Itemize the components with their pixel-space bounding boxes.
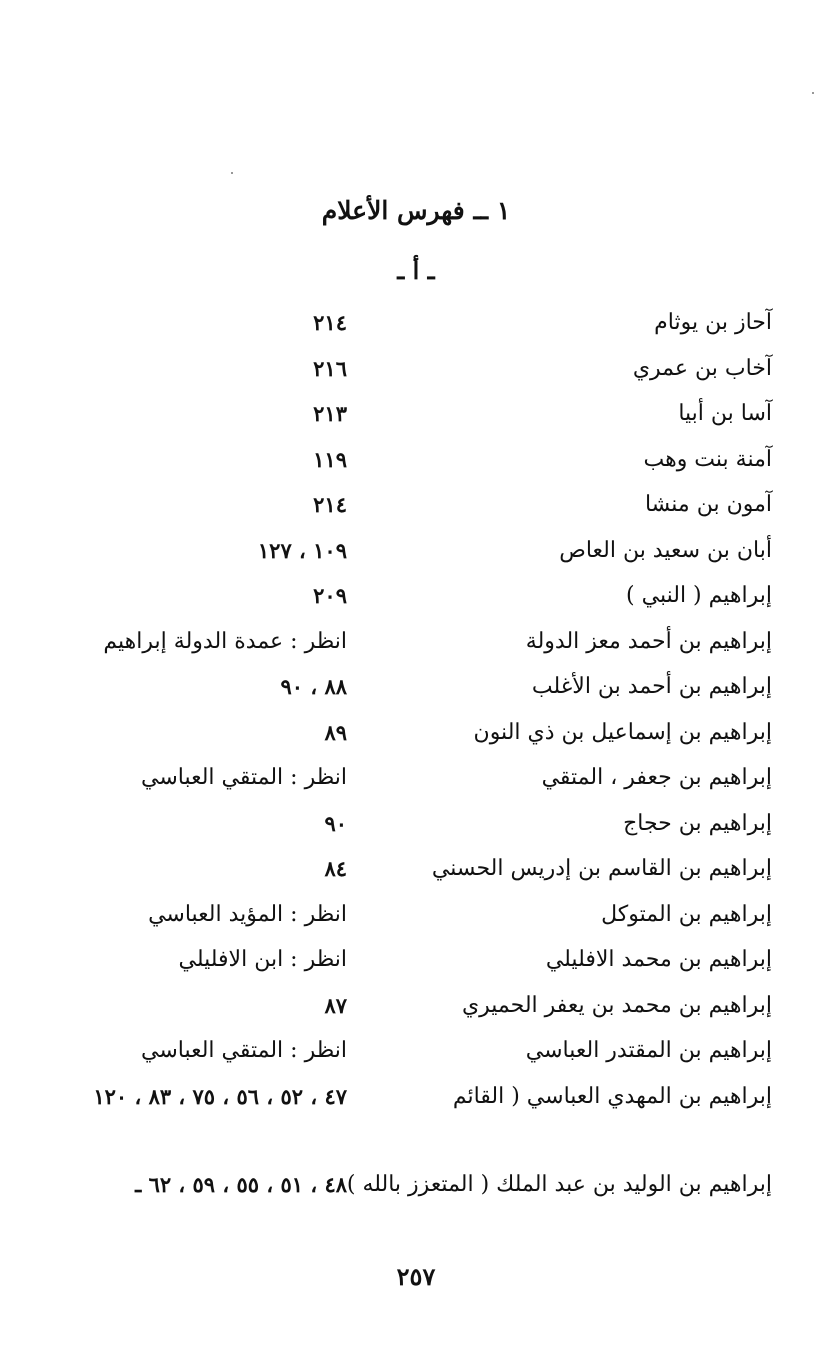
- index-entry: [60, 755, 772, 801]
- entry-name: إبراهيم بن جعفر ، المتقي: [541, 765, 772, 790]
- entry-cross-reference: انظر : عمدة الدولة إبراهيم: [103, 628, 347, 654]
- entry-page-refs: ٢١٤: [313, 310, 347, 335]
- entry-page-refs: ٢١٣: [313, 401, 347, 426]
- index-entry: [60, 1028, 772, 1074]
- entry-name: آحاز بن يوثام: [654, 310, 772, 335]
- entry-name: إبراهيم بن إسماعيل بن ذي النون: [473, 719, 772, 745]
- entry-name: إبراهيم ( النبي ): [626, 583, 772, 608]
- entry-name: إبراهيم بن المتوكل: [601, 901, 772, 927]
- index-entry: [60, 801, 772, 847]
- index-entry: [60, 983, 772, 1029]
- index-entries: [60, 300, 772, 1207]
- entry-page-refs: ٨٨ ، ٩٠: [280, 674, 347, 699]
- entry-page-refs: ٤٧ ، ٥٢ ، ٥٦ ، ٧٥ ، ٨٣ ، ١٢٠: [93, 1083, 347, 1109]
- entry-name: آخاب بن عمري: [632, 355, 772, 381]
- index-entry: [60, 1162, 772, 1208]
- entry-name: آمنة بنت وهب: [643, 446, 772, 472]
- entry-page-refs: ٢١٤: [313, 492, 347, 517]
- entry-page-refs: ٢٠٩: [313, 583, 347, 608]
- entry-page-refs: ١٠٩ ، ١٢٧: [257, 537, 347, 563]
- index-entry: [60, 528, 772, 574]
- index-entry: [60, 300, 772, 346]
- entry-name: إبراهيم بن محمد الافليلي: [545, 947, 772, 972]
- index-entry: [60, 1074, 772, 1162]
- entry-cross-reference: انظر : المتقي العباسي: [141, 1038, 347, 1063]
- entry-page-refs: ٤٨ ، ٥١ ، ٥٥ ، ٥٩ ، ٦٢ ـ: [135, 1171, 347, 1197]
- entry-name: أبان بن سعيد بن العاص: [559, 537, 772, 563]
- page-speck: [812, 92, 814, 94]
- index-entry: [60, 482, 772, 528]
- entry-cross-reference: انظر : ابن الافليلي: [178, 947, 347, 972]
- entry-name: إبراهيم بن أحمد بن الأغلب: [531, 674, 772, 699]
- entry-name: آمون بن منشا: [644, 492, 772, 517]
- entry-page-refs: ٨٧: [324, 992, 347, 1018]
- entry-page-refs: ٨٤: [324, 856, 347, 881]
- entry-cross-reference: انظر : المؤيد العباسي: [148, 901, 347, 927]
- letter-section-heading: ـ أ ـ: [397, 256, 435, 285]
- entry-page-refs: ٩٠: [324, 810, 347, 836]
- index-entry: [60, 619, 772, 665]
- index-entry: [60, 391, 772, 437]
- index-heading: ١ ــ فهرس الأعلام: [321, 196, 511, 225]
- index-entry: [60, 846, 772, 892]
- index-entry: [60, 437, 772, 483]
- index-entry: [60, 710, 772, 756]
- entry-name: إبراهيم بن محمد بن يعفر الحميري: [461, 992, 772, 1018]
- index-entry: [60, 664, 772, 710]
- entry-page-refs: ٨٩: [324, 719, 347, 745]
- page-speck: [231, 172, 233, 174]
- entry-name: إبراهيم بن حجاج: [623, 810, 772, 836]
- index-entry: [60, 892, 772, 938]
- entry-name: آسا بن أبيا: [678, 401, 772, 426]
- index-entry: [60, 346, 772, 392]
- entry-name: إبراهيم بن الوليد بن عبد الملك ( المتعزز بالله ): [346, 1171, 772, 1197]
- index-entry: [60, 937, 772, 983]
- entry-page-refs: ١١٩: [313, 446, 347, 472]
- page-number: ٢٥٧: [396, 1262, 436, 1291]
- entry-page-refs: ٢١٦: [313, 355, 347, 381]
- entry-name: إبراهيم بن المهدي العباسي ( القائم: [452, 1083, 772, 1109]
- entry-name: إبراهيم بن أحمد معز الدولة: [525, 628, 772, 654]
- entry-cross-reference: انظر : المتقي العباسي: [141, 765, 347, 790]
- entry-name: إبراهيم بن القاسم بن إدريس الحسني: [431, 856, 772, 881]
- index-entry: [60, 573, 772, 619]
- entry-name: إبراهيم بن المقتدر العباسي: [525, 1038, 772, 1063]
